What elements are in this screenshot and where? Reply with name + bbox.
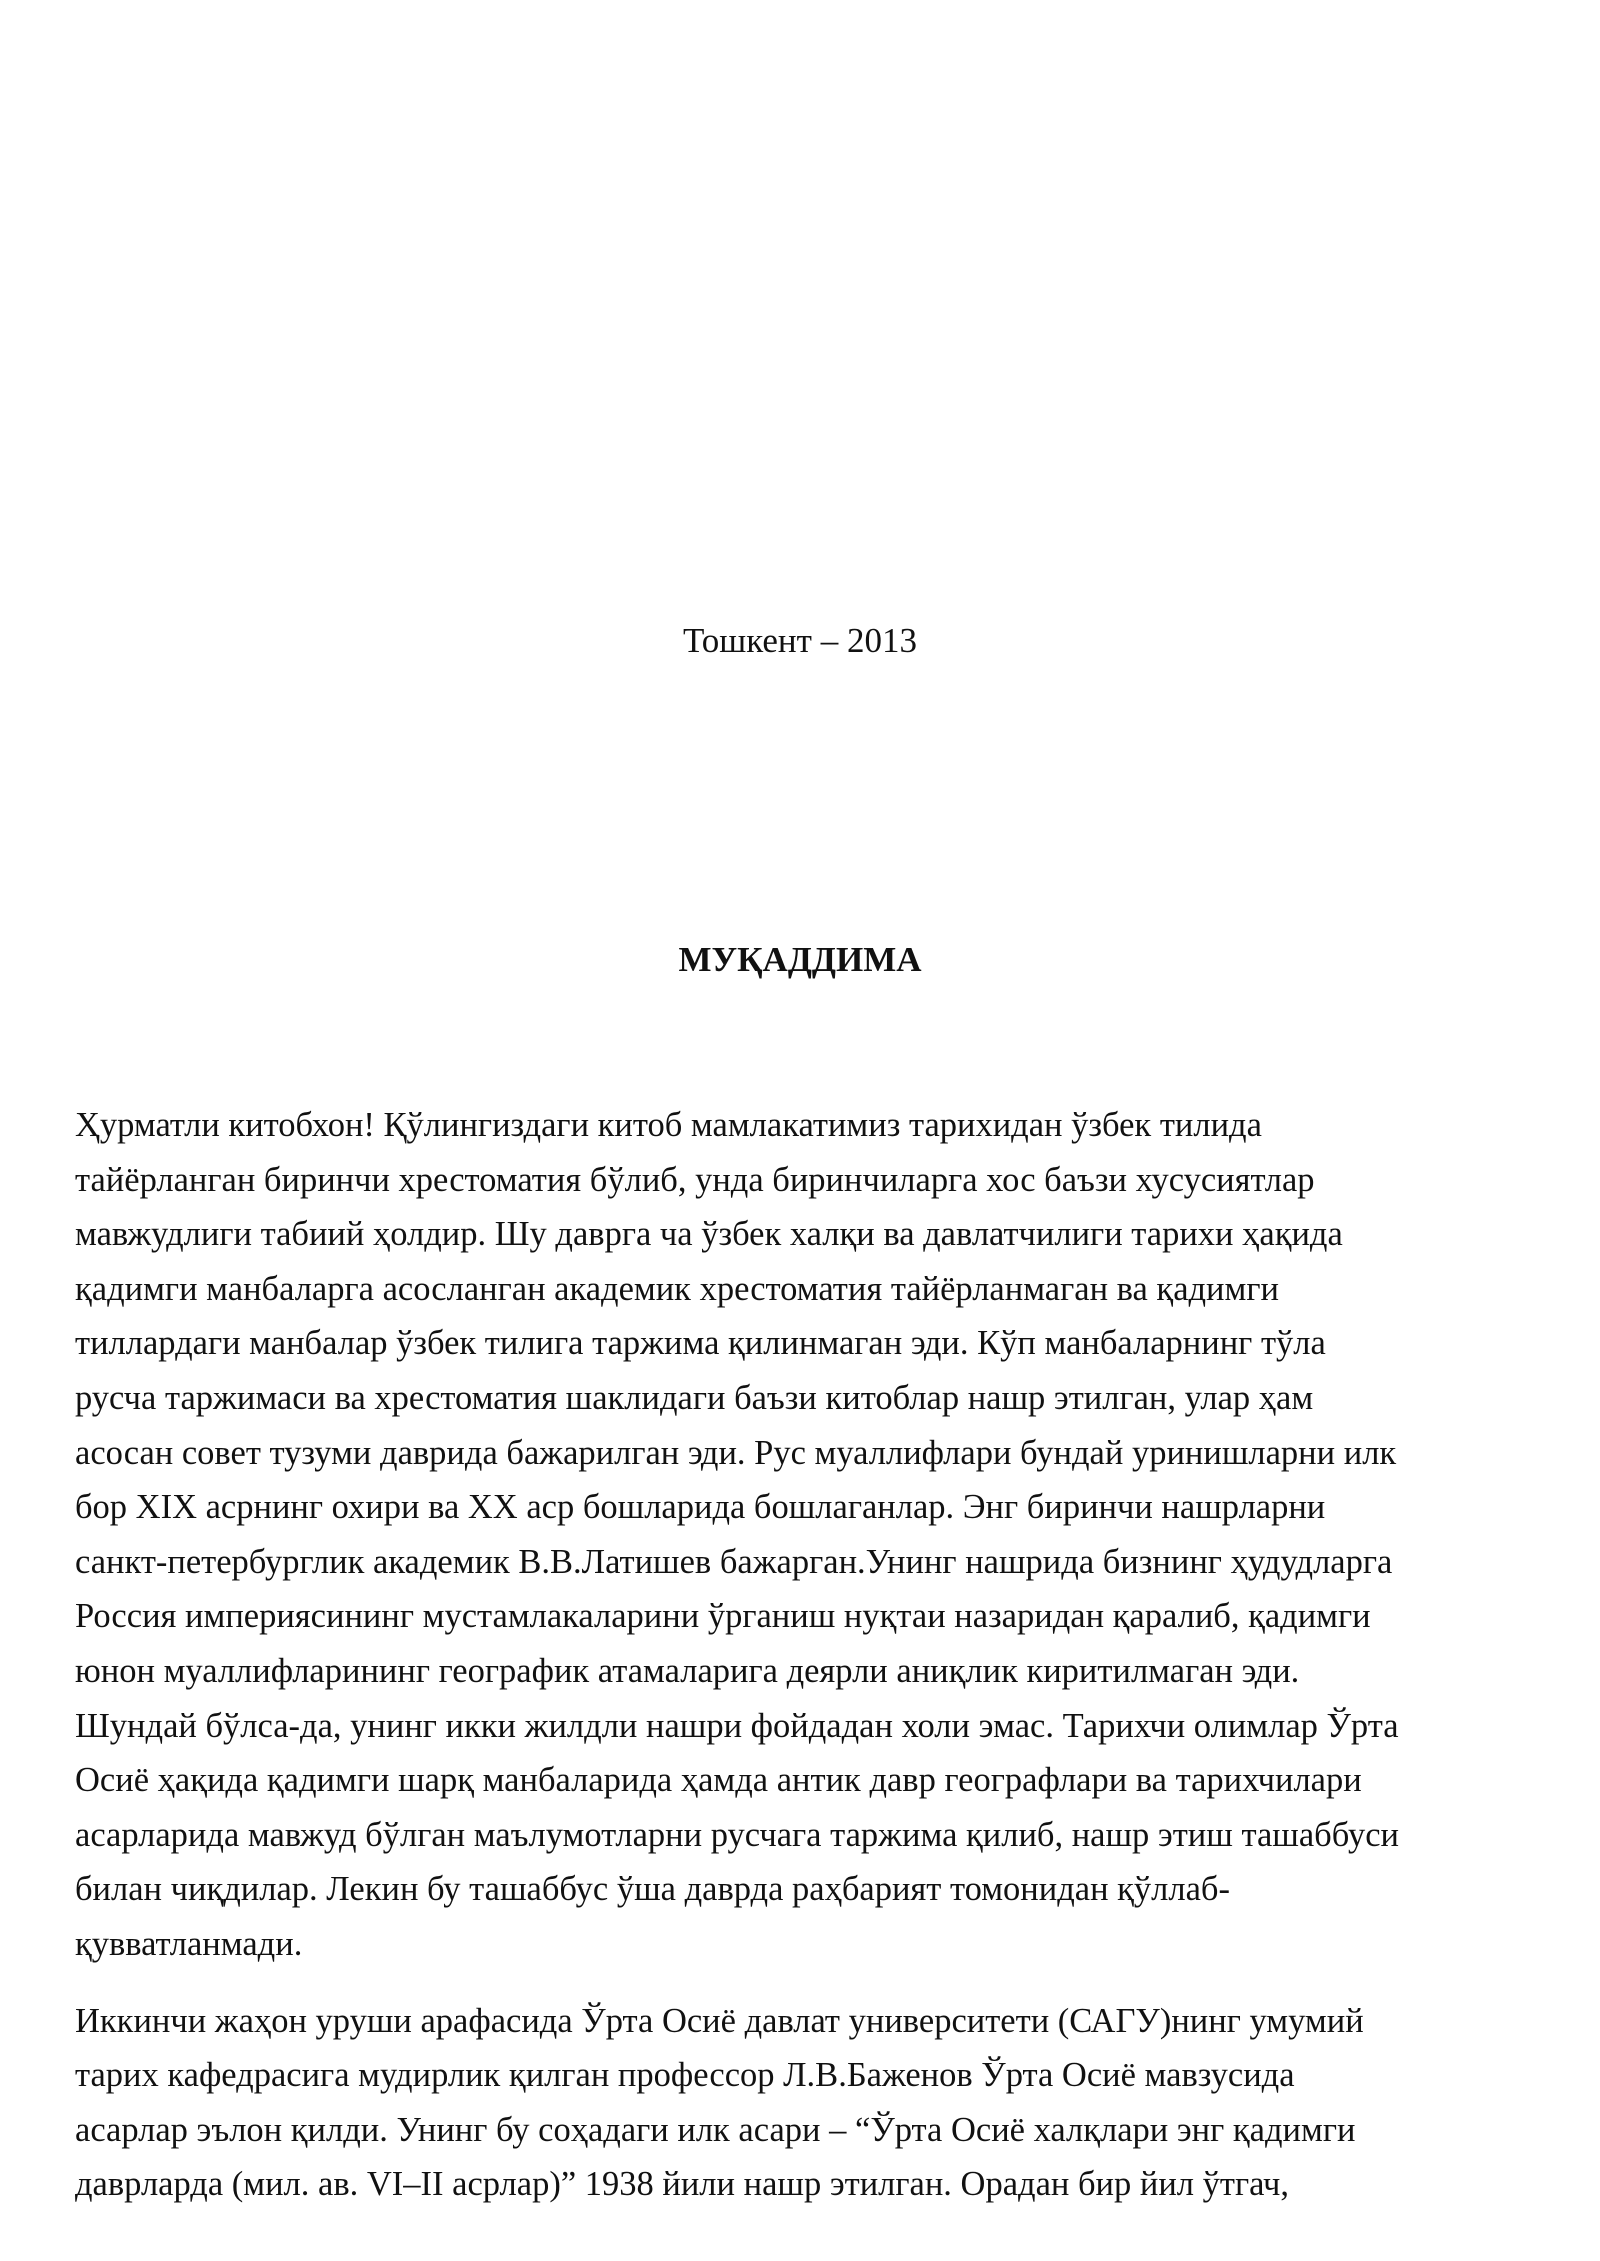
text-line: Ҳурматли китобхон! Қўлингиздаги китоб мамлакатимиз тарихидан ўзбек тилида <box>75 1106 1262 1144</box>
body-text <box>75 1098 1515 2234</box>
text-line: асарлар эълон қилди. Унинг бу соҳадаги илк асари – “Ўрта Осиё халқлари энг қадимги <box>75 2110 1356 2149</box>
text-line: Шундай бўлса-да, унинг икки жилдли нашри фойдадан холи эмас. Тарихчи олимлар Ўрта <box>75 1706 1399 1745</box>
text-line: тиллардаги манбалар ўзбек тилига таржима қилинмаган эди. Кўп манбаларнинг тўла <box>75 1324 1326 1363</box>
text-line: мавжудлиги табиий ҳолдир. Шу даврга ча ўзбек халқи ва давлатчилиги тарихи ҳақида <box>75 1215 1343 1254</box>
text-line: санкт-петербурглик академик В.В.Латишев бажарган.Унинг нашрида бизнинг ҳудудларга <box>75 1542 1393 1581</box>
text-line: Иккинчи жаҳон уруши арафасида Ўрта Осиё давлат университети (САГУ)нинг умумий <box>75 2001 1364 2040</box>
text-line: қувватланмади. <box>75 1924 303 1963</box>
text-line: Осиё ҳақида қадимги шарқ манбаларида ҳамда антик давр географлари ва тарихчилари <box>75 1761 1362 1800</box>
paragraph-2 <box>75 1994 1515 2212</box>
text-line: асарларида мавжуд бўлган маълумотларни русчага таржима қилиб, нашр этиш ташаббуси <box>75 1815 1399 1854</box>
paragraph-1 <box>75 1098 1515 1972</box>
text-line: тарих кафедрасига мудирлик қилган профессор Л.В.Баженов Ўрта Осиё мавзусида <box>75 2056 1295 2095</box>
text-line: қадимги манбаларга асосланган академик хрестоматия тайёрланмаган ва қадимги <box>75 1269 1279 1308</box>
text-line: асосан совет тузуми даврида бажарилган эди. Рус муаллифлари бундай уринишларни илк <box>75 1433 1397 1472</box>
section-heading: МУҚАДДИМА <box>678 940 922 979</box>
text-line: билан чиқдилар. Лекин бу ташаббус ўша даврда раҳбарият томонидан қўллаб- <box>75 1870 1230 1909</box>
text-line: тайёрланган биринчи хрестоматия бўлиб, унда биринчиларга хос баъзи хусусиятлар <box>75 1160 1315 1199</box>
publication-place-year: Тошкент – 2013 <box>683 621 917 660</box>
text-line: бор XIX асрнинг охири ва XX аср бошларида бошлаганлар. Энг биринчи нашрларни <box>75 1488 1326 1527</box>
text-line: Россия империясининг мустамлакаларини ўрганиш нуқтаи назаридан қаралиб, қадимги <box>75 1597 1371 1636</box>
text-line: даврларда (мил. ав. VI–II асрлар)” 1938 йили нашр этилган. Орадан бир йил ўтгач, <box>75 2165 1290 2204</box>
text-line: юнон муаллифларининг географик атамаларига деярли аниқлик киритилмаган эди. <box>75 1651 1300 1690</box>
text-line: русча таржимаси ва хрестоматия шаклидаги баъзи китоблар нашр этилган, улар ҳам <box>75 1378 1314 1417</box>
